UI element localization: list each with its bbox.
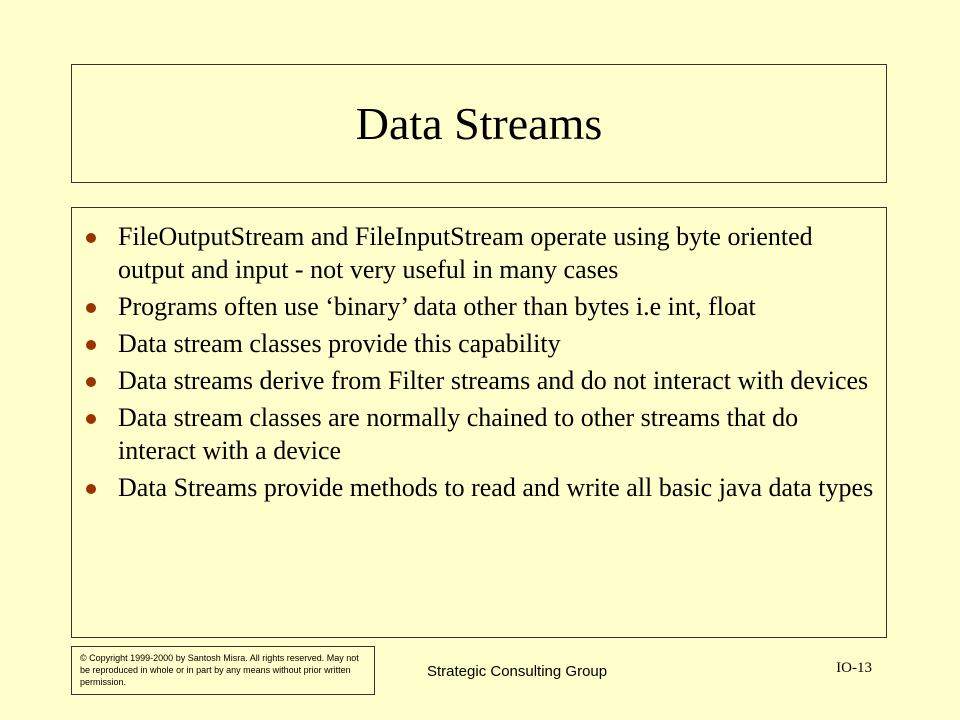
bullet-text: Data Streams provide methods to read and write all basic java data types — [118, 473, 874, 502]
title-box — [71, 64, 887, 183]
bullet-text: Data stream classes provide this capability — [118, 329, 561, 358]
bullet-text: Data streams derive from Filter streams and do not interact with devices — [118, 366, 869, 395]
bullet-dot-icon — [86, 414, 96, 424]
bullet-text: Data stream classes are normally chained to other streams that do interact with a device — [118, 403, 799, 465]
slide-title: Data Streams — [355, 98, 603, 149]
footer-organization: Strategic Consulting Group — [427, 663, 608, 680]
bullet-list — [72, 208, 886, 504]
content-box — [71, 207, 887, 638]
bullet-dot-icon — [86, 377, 96, 387]
bullet-dot-icon — [86, 484, 96, 494]
bullet-text: FileOutputStream and FileInputStream operate using byte oriented output and input - not very useful in many cases — [118, 222, 813, 284]
bullet-dot-icon — [86, 340, 96, 350]
bullet-item — [82, 290, 874, 323]
bullet-dot-icon — [86, 303, 96, 313]
bullet-text: Programs often use ‘binary’ data other than bytes i.e int, float — [118, 292, 756, 321]
bullet-item — [82, 401, 874, 467]
bullet-item — [82, 471, 874, 504]
bullet-item — [82, 364, 874, 397]
bullet-item — [82, 220, 874, 286]
slide-number: IO-13 — [836, 660, 872, 676]
bullet-dot-icon — [86, 233, 96, 243]
copyright-notice: © Copyright 1999-2000 by Santosh Misra. All rights reserved. May not be reproduced in whole or in part by any means without prior written permission. — [71, 646, 375, 695]
bullet-item — [82, 327, 874, 360]
